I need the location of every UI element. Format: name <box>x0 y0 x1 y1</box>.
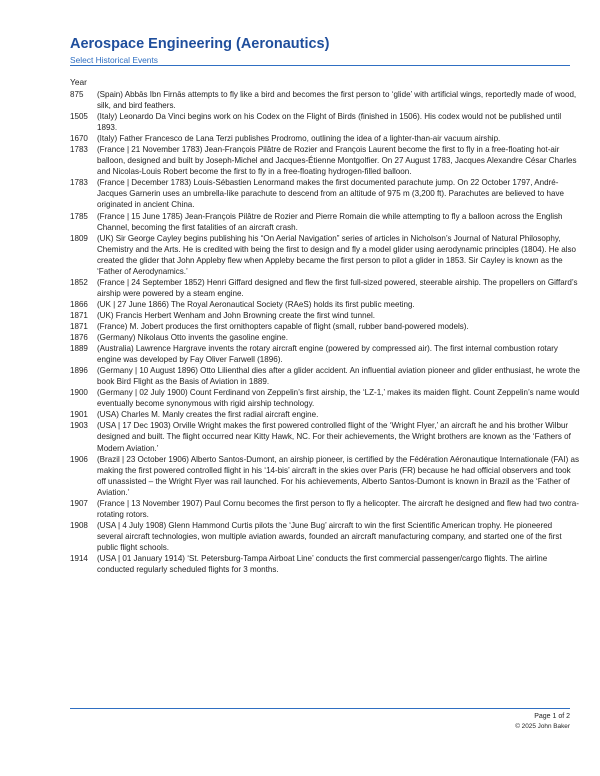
event-description: (Germany | 10 August 1896) Otto Lilienthal dies after a glider accident. An influential aviation pioneer and glider enthusiast, he wrote the book Bird Flight as the Basis of Aviation in 1889. <box>97 366 580 387</box>
event-description: (USA | 4 July 1908) Glenn Hammond Curtis pilots the ‘June Bug’ aircraft to win the first Scientific American trophy. He pioneered several aircraft technologies, won multiple aviation awards, founded an aircraft manufacturing company, and started one of the first public flight schools. <box>97 520 562 552</box>
event-row <box>70 211 580 233</box>
event-row <box>70 343 580 365</box>
event-row <box>70 498 580 520</box>
event-year: 1901 <box>70 410 88 420</box>
event-description: (USA) Charles M. Manly creates the first radial aircraft engine. <box>97 410 319 420</box>
event-row <box>70 365 580 387</box>
event-year: 1871 <box>70 321 88 331</box>
page-number: Page 1 of 2 <box>534 713 570 720</box>
event-description: (France | 15 June 1785) Jean-François Pilâtre de Rozier and Pierre Romain die while attempting to fly a balloon across the English Channel, becoming the first fatalities of an aircraft crash. <box>97 211 563 232</box>
year-column-header: Year <box>70 77 87 87</box>
event-description: (USA | 01 January 1914) ‘St. Petersburg-Tampa Airboat Line’ conducts the first commercial passenger/cargo flights. The airline conducted regularly scheduled flights for 3 months. <box>97 553 548 575</box>
event-year: 1907 <box>70 498 88 508</box>
event-year: 1889 <box>70 344 88 354</box>
event-row <box>70 321 580 332</box>
event-description: (UK) Sir George Cayley begins publishing his “On Aerial Navigation” series of articles in Nicholson’s Journal of Natural Philosophy, Chemistry and the Arts. He is credited with being the first to design and fly a model glider using aerodynamic principles (1804). He also created the glider that John Appleby flew when Appleby became the first person to pilot a glider in 1853. Sir Cayley is known as the ‘Father of Aerodynamics.’ <box>97 233 577 276</box>
event-row <box>70 520 580 553</box>
event-year: 1896 <box>70 366 88 376</box>
event-year: 1906 <box>70 454 88 464</box>
event-description: (France | 24 September 1852) Henri Giffard designed and flew the first full-sized powered, steerable airship. The propellers on Giffard’s airship were powered by a steam engine. <box>97 277 578 298</box>
event-row <box>70 553 580 575</box>
event-year: 1852 <box>70 277 88 287</box>
event-year: 1908 <box>70 520 88 530</box>
event-description: (Brazil | 23 October 1906) Alberto Santos-Dumont, an airship pioneer, is certified by the Fédération Aéronautique Internationale (FAI) as making the first powered controlled flight in his ‘14-bis’ aircraft in the skies over Paris (FR) because he had official observers and took off unassisted – the Wright Flyer was rail launched. For his achievements, Alberto Santos-Dumont is known in Brazil as the ‘Father of Aviation.’ <box>97 454 580 497</box>
event-row <box>70 332 580 343</box>
event-description: (Spain) Abbās Ibn Firnās attempts to fly like a bird and becomes the first person to ‘glide’ with artificial wings, reportedly made of wood, silk, and bird feathers. <box>97 90 577 111</box>
event-year: 1900 <box>70 388 88 398</box>
event-year: 1783 <box>70 178 88 188</box>
event-description: (Germany) Nikolaus Otto invents the gasoline engine. <box>97 333 288 343</box>
event-description: (France) M. Jobert produces the first ornithopters capable of flight (small, rubber band-powered models). <box>97 321 469 331</box>
event-description: (Germany | 02 July 1900) Count Ferdinand von Zeppelin’s first airship, the ‘LZ-1,’ makes its maiden flight. Count Zeppelin’s name would eventually become synonymous with rigid airship technology. <box>97 388 580 409</box>
events-list <box>70 89 580 575</box>
event-description: (UK | 27 June 1866) The Royal Aeronautical Society (RAeS) holds its first public meeting. <box>97 299 415 309</box>
event-row <box>70 387 580 409</box>
event-row <box>70 233 580 277</box>
document-title: Aerospace Engineering (Aeronautics) <box>70 36 330 52</box>
event-row <box>70 133 580 144</box>
event-row <box>70 420 580 453</box>
event-row <box>70 310 580 321</box>
event-year: 1903 <box>70 421 88 431</box>
event-year: 1914 <box>70 553 88 563</box>
event-row <box>70 177 580 210</box>
copyright: © 2025 John Baker <box>515 723 570 730</box>
event-year: 1809 <box>70 233 88 243</box>
event-year: 1866 <box>70 299 88 309</box>
event-description: (France | 13 November 1907) Paul Cornu becomes the first person to fly a helicopter. The aircraft he designed and flew had two contra-rotating rotors. <box>97 498 579 519</box>
event-row <box>70 89 580 111</box>
footer-divider <box>70 708 570 709</box>
event-description: (Italy) Leonardo Da Vinci begins work on his Codex on the Flight of Birds (finished in 1506). His codex would not be published until 1893. <box>97 112 562 133</box>
event-description: (France | December 1783) Louis-Sébastien Lenormand makes the first documented parachute jump. On 22 October 1797, André-Jacques Garnerin uses an umbrella-like parachute to descend from an altitude of 975 m (3,200 ft). Parachutes are believed to have originated in ancient China. <box>97 178 564 210</box>
event-year: 1871 <box>70 310 88 320</box>
event-year: 1785 <box>70 211 88 221</box>
event-year: 1505 <box>70 112 88 122</box>
event-year: 875 <box>70 90 84 99</box>
event-description: (UK) Francis Herbert Wenham and John Browning create the first wind tunnel. <box>97 310 376 320</box>
header-divider <box>70 65 570 66</box>
event-description: (France | 21 November 1783) Jean-François Pilâtre de Rozier and François Laurent become the first to fly in a free-floating hot-air balloon, designed and built by Joseph-Michel and Jacques-Étienne Montgolfier. On 27 August 1783, Jacques Alexandre César Charles and Nicolas-Louis Robert become the first to fly in a free-floating hydrogen-filled balloon. <box>97 145 577 177</box>
event-year: 1783 <box>70 145 88 155</box>
event-row <box>70 299 580 310</box>
event-description: (Italy) Father Francesco de Lana Terzi publishes Prodromo, outlining the idea of a lighter-than-air vacuum airship. <box>97 134 501 144</box>
event-year: 1670 <box>70 134 88 144</box>
event-row <box>70 144 580 177</box>
event-row <box>70 409 580 420</box>
event-description: (Australia) Lawrence Hargrave invents the rotary aircraft engine (powered by compressed air). The first internal combustion rotary engine was developed by Fay Oliver Farwell (1896). <box>97 344 558 365</box>
event-row <box>70 111 580 133</box>
event-row <box>70 454 580 498</box>
event-year: 1876 <box>70 333 88 343</box>
document-subtitle: Select Historical Events <box>70 55 158 65</box>
event-description: (USA | 17 Dec 1903) Orville Wright makes the first powered controlled flight of the ‘Wright Flyer,’ an aircraft he and his brother Wilbur designed and built. The flight occurred near Kitty Hawk, NC. For their achievements, the Wright brothers are known as the ‘Fathers of Modern Aviation.’ <box>97 421 571 453</box>
event-row <box>70 277 580 299</box>
